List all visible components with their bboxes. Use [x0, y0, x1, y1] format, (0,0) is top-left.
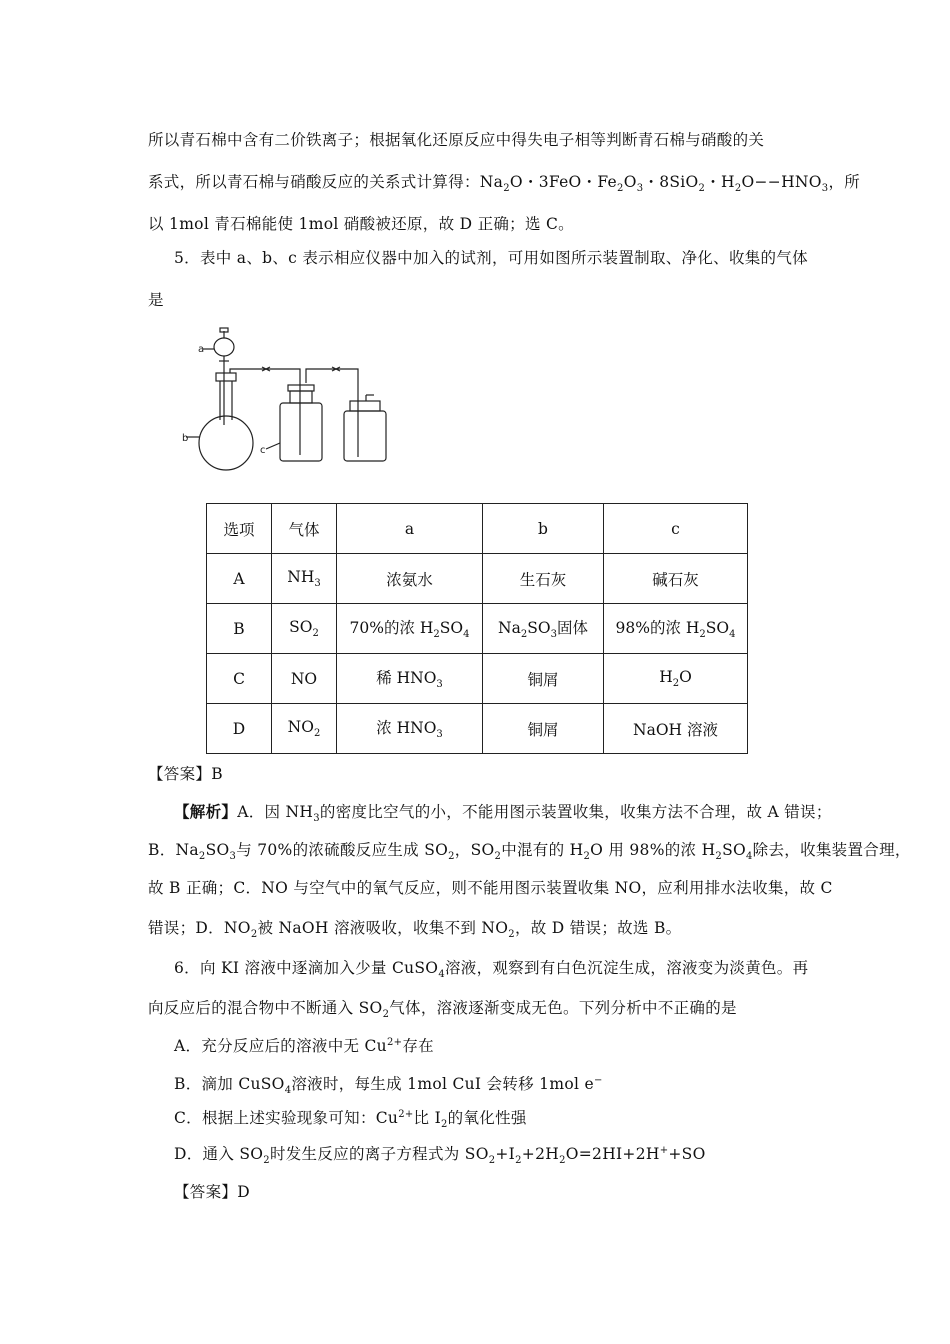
flask-stopper	[216, 373, 236, 381]
option-cell: D	[207, 704, 272, 754]
washing-bottle	[280, 403, 322, 461]
gas-apparatus-diagram	[182, 325, 430, 475]
reagent-b-cell: 铜屑	[483, 704, 604, 754]
q5-stem-line-1: 5．表中 a、b、c 表示相应仪器中加入的试剂，可用如图所示装置制取、净化、收集的气体	[174, 249, 808, 267]
q6-option-c: C．根据上述实验现象可知：$Cu^{2+}$比 $I_2$的氧化性强	[174, 1108, 527, 1131]
gas-cell: $SO_2$	[272, 604, 337, 654]
label-c: c	[260, 445, 266, 456]
option-cell: B	[207, 604, 272, 654]
prev-analysis-line-2: 系式，所以青石棉与硝酸反应的关系式计算得：$Na_2O$・3FeO・$Fe_2O_3$・8SiO$_2$・$H_2O--HNO_3$，所	[148, 173, 861, 195]
q5-options-table	[206, 503, 748, 754]
q6-stem-line-1: 6．向 KI 溶液中逐滴加入少量 CuSO$_4$溶液，观察到有白色沉淀生成，溶液变为淡黄色。再	[174, 959, 809, 981]
prev-analysis-line-3: 以 1mol 青石棉能使 1mol 硝酸被还原，故 D 正确；选 C。	[148, 215, 574, 233]
table-row	[207, 604, 748, 654]
reagent-c-cell: $H_2O$	[604, 654, 748, 704]
reagent-a-cell: 稀 $HNO_3$	[337, 654, 483, 704]
option-cell: A	[207, 554, 272, 604]
q5-analysis-line-2: B．$Na_2SO_3$与 70%的浓硫酸反应生成 $SO_2$，$SO_2$中混有的 $H_2O$ 用 98%的浓 $H_2SO_4$除去，收集装置合理，	[148, 841, 911, 863]
gas-cell: $NH_3$	[272, 554, 337, 604]
reagent-b-cell: $Na_2SO_3$固体	[483, 604, 604, 654]
reagent-c-cell: 碱石灰	[604, 554, 748, 604]
reagent-a-cell: 浓 $HNO_3$	[337, 704, 483, 754]
washing-bottle-neck	[290, 391, 312, 403]
q5-answer: 【答案】B	[148, 765, 223, 783]
table-row	[207, 654, 748, 704]
connecting-tube-1	[230, 369, 300, 383]
reagent-b-cell: 铜屑	[483, 654, 604, 704]
reagent-a-cell: 浓氨水	[337, 554, 483, 604]
option-cell: C	[207, 654, 272, 704]
header-cell: 气体	[272, 504, 337, 554]
q5-analysis-line-4: 错误；D．$NO_2$被 NaOH 溶液吸收，收集不到 $NO_2$，故 D 错误；故选 B。	[148, 919, 682, 941]
q5-analysis-line-1: 【解析】A．因 $NH_3$的密度比空气的小，不能用图示装置收集，收集方法不合理，故 A 错误；	[174, 802, 832, 825]
round-bottom-flask	[199, 416, 253, 470]
header-cell: 选项	[207, 504, 272, 554]
reagent-b-cell: 生石灰	[483, 554, 604, 604]
reagent-c-cell: NaOH 溶液	[604, 704, 748, 754]
reagent-c-cell: 98%的浓 $H_2SO_4$	[604, 604, 748, 654]
q6-option-a: A．充分反应后的溶液中无 $Cu^{2+}$存在	[174, 1036, 434, 1055]
gas-cell: NO	[272, 654, 337, 704]
header-cell: a	[337, 504, 483, 554]
table-row	[207, 554, 748, 604]
q6-option-d: D．通入 $SO_2$时发生反应的离子方程式为 $SO_2+I_2+2H_2O=2HI+2H^++SO$	[174, 1144, 706, 1167]
q6-option-b: B．滴加 CuSO$_4$溶液时，每生成 1mol CuI 会转移 1mol e−	[174, 1074, 603, 1097]
header-cell: c	[604, 504, 748, 554]
label-a: a	[198, 344, 205, 355]
header-cell: b	[483, 504, 604, 554]
collection-bottle	[344, 411, 386, 461]
table-header-row	[207, 504, 748, 554]
table-row	[207, 704, 748, 754]
label-b: b	[182, 433, 189, 444]
gas-cell: $NO_2$	[272, 704, 337, 754]
q5-stem-line-2: 是	[148, 291, 164, 309]
prev-analysis-line-1: 所以青石棉中含有二价铁离子；根据氧化还原反应中得失电子相等判断青石棉与硝酸的关	[148, 131, 765, 149]
q5-analysis-line-3: 故 B 正确；C．NO 与空气中的氧气反应，则不能用图示装置收集 NO，应利用排水法收集，故 C	[148, 879, 833, 897]
reagent-a-cell: 70%的浓 $H_2SO_4$	[337, 604, 483, 654]
q6-answer: 【答案】D	[174, 1183, 250, 1201]
q6-stem-line-2: 向反应后的混合物中不断通入 $SO_2$气体，溶液逐渐变成无色。下列分析中不正确的是	[148, 999, 737, 1021]
separatory-funnel	[214, 338, 234, 356]
